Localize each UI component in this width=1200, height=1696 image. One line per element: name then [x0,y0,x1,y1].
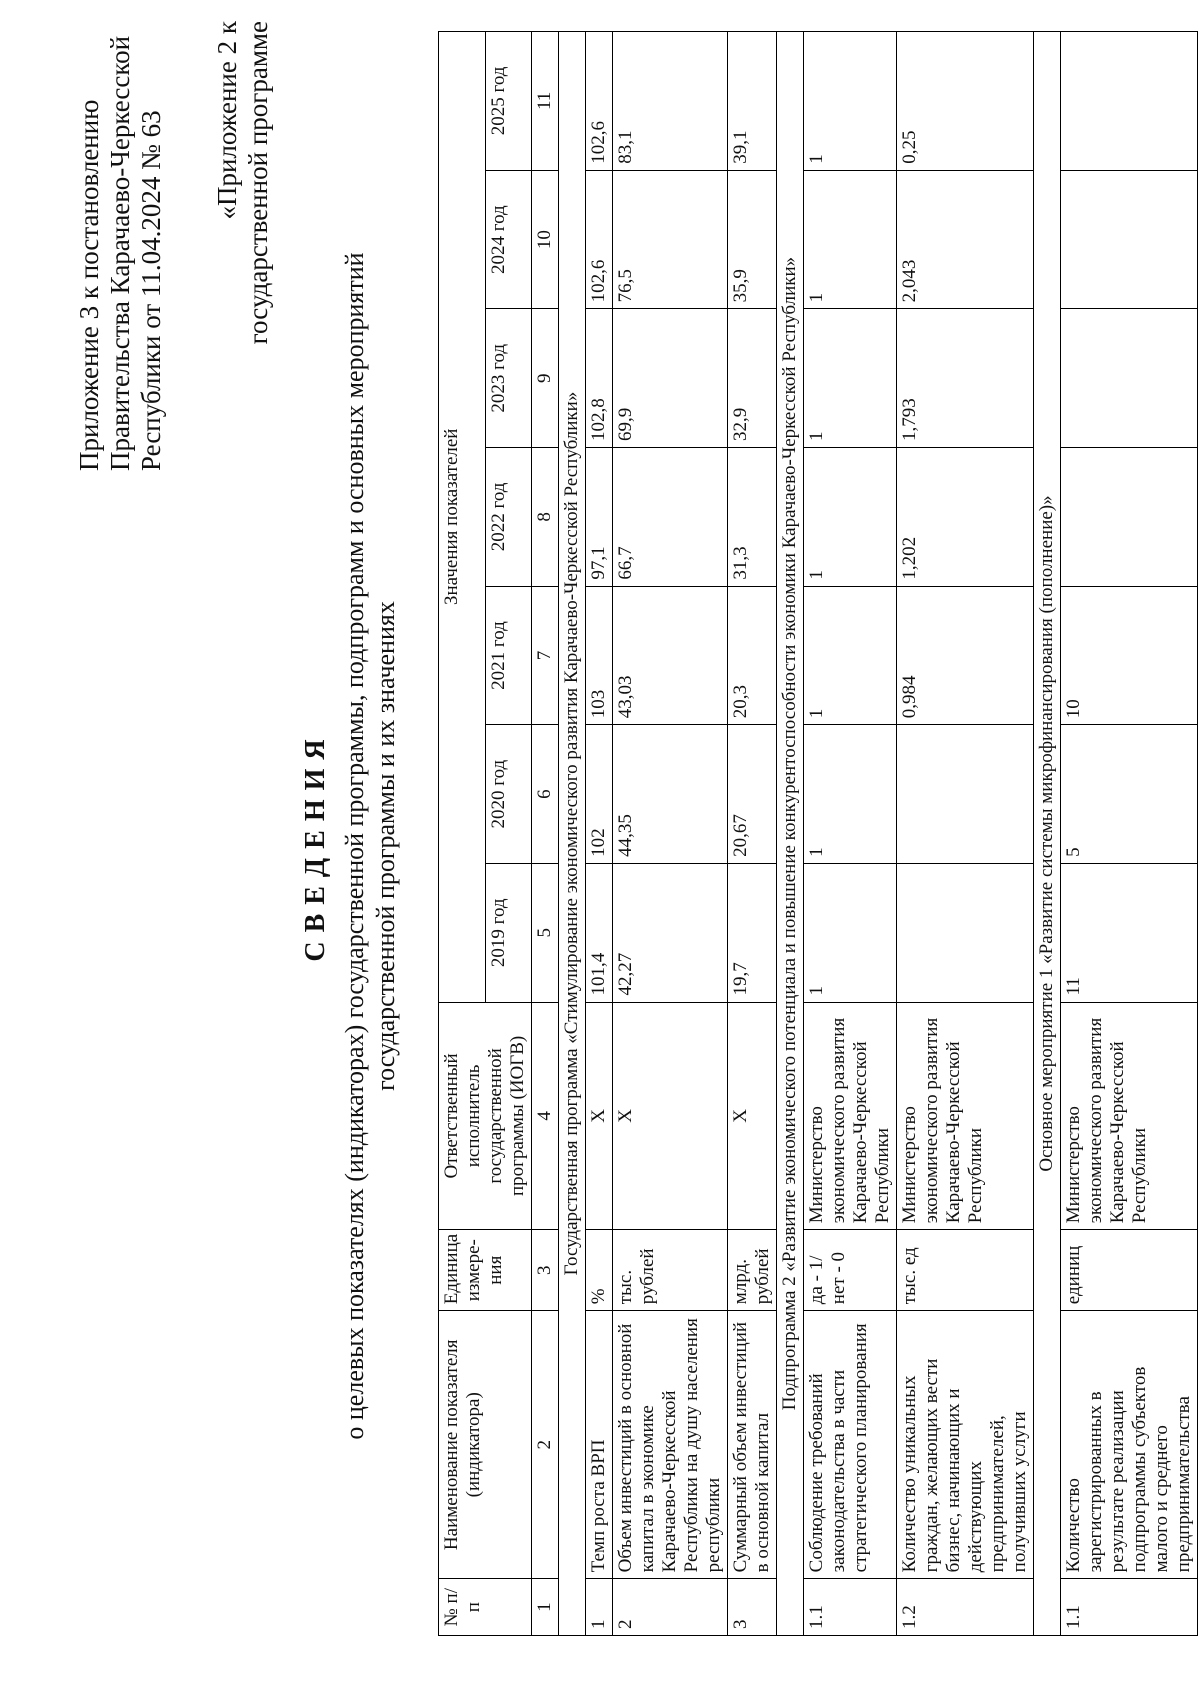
row-value: 5 [1061,725,1198,864]
row-value: 2,043 [897,170,1034,309]
row-unit: тыс. ед [897,1230,1034,1311]
row-name: Суммарный объем инвестиций в основной капитал [728,1311,777,1579]
row-value: 1 [804,725,897,864]
row-unit: да - 1/ нет - 0 [804,1230,897,1311]
row-name: Соблюдение требований законодательства в части стратегического планирования [804,1311,897,1579]
approval-line: Республики от 11.04.2024 № 63 [136,110,166,471]
row-value: 1 [804,32,897,171]
header-values: Значения показателей [439,32,486,1003]
row-value: 1 [804,170,897,309]
row-num: 3 [728,1579,777,1636]
document-subtitle: государственной программы и их значениях [371,601,400,1091]
document-title: СВЕДЕНИЯ [300,730,331,962]
column-number: 10 [532,170,559,309]
row-value: 0,25 [897,32,1034,171]
row-value: 102 [586,725,613,864]
row-value: 20,3 [728,586,777,725]
row-value: 102,6 [586,32,613,171]
header-name: Наименование показателя (индикатора) [439,1311,532,1579]
approval-line: Приложение 3 к постановлению [74,99,104,471]
row-value: 1 [804,863,897,1002]
header-unit: Единица измере-ния [439,1230,532,1311]
row-unit: % [586,1230,613,1311]
section-title: Государственная программа «Стимулирование экономического развития Карачаево-Черкесской Республики» [559,32,586,1636]
row-value: 1 [804,309,897,448]
row-value [897,863,1034,1002]
row-value: 44,35 [613,725,728,864]
row-value: 20,67 [728,725,777,864]
header-year: 2022 год [485,448,532,587]
column-number: 7 [532,586,559,725]
document-title-block [300,146,401,1546]
header-year: 2019 год [485,863,532,1002]
appendix-reference [212,21,274,421]
appendix-line: «Приложение 2 к [212,21,242,220]
row-value [1061,448,1198,587]
column-number: 2 [532,1311,559,1579]
row-value: 83,1 [613,32,728,171]
row-value: 11 [1061,863,1198,1002]
header-year: 2024 год [485,170,532,309]
header-num: № п/п [439,1579,532,1636]
table-row [613,32,728,1636]
column-number: 6 [532,725,559,864]
row-value [1061,170,1198,309]
row-value: 102,8 [586,309,613,448]
row-value: 42,27 [613,863,728,1002]
row-value: 69,9 [613,309,728,448]
section-header-row [1034,32,1061,1636]
row-value [897,725,1034,864]
row-num: 1.2 [897,1579,1034,1636]
section-title: Основное мероприятие 1 «Развитие системы микрофинансирования (пополнение)» [1034,32,1061,1636]
row-value: 101,4 [586,863,613,1002]
row-executor: Министерство экономического развития Карачаево-Черкесской Республики [1061,1002,1198,1230]
row-value: 76,5 [613,170,728,309]
row-value: 97,1 [586,448,613,587]
header-year: 2025 год [485,32,532,171]
row-value: 1,793 [897,309,1034,448]
row-num: 1.1 [804,1579,897,1636]
indicators-table [438,31,1198,1636]
row-value: 19,7 [728,863,777,1002]
column-number: 11 [532,32,559,171]
row-unit: тыс. рублей [613,1230,728,1311]
row-value: 0,984 [897,586,1034,725]
row-name: Темп роста ВРП [586,1311,613,1579]
section-header-row [559,32,586,1636]
row-value: 1 [804,448,897,587]
row-value: 32,9 [728,309,777,448]
row-value: 103 [586,586,613,725]
column-number: 1 [532,1579,559,1636]
row-value: 1,202 [897,448,1034,587]
column-number: 4 [532,1002,559,1230]
column-number: 9 [532,309,559,448]
row-executor: Министерство экономического развития Карачаево-Черкесской Республики [897,1002,1034,1230]
row-name: Количество уникальных граждан, желающих вести бизнес, начинающих и действующих предпринимателей, получивших услуги [897,1311,1034,1579]
row-executor: Х [613,1002,728,1230]
row-value: 102,6 [586,170,613,309]
row-name: Количество зарегистрированных в результате реализации подпрограммы субъектов малого и среднего предпринимательства [1061,1311,1198,1579]
appendix-line: государственной программе [243,21,273,345]
header-year: 2023 год [485,309,532,448]
row-num: 1.1 [1061,1579,1198,1636]
approval-stamp-text [74,31,167,471]
document-subtitle: о целевых показателях (индикаторах) государственной программы, подпрограмм и основных мероприятий [340,252,369,1440]
table-row [586,32,613,1636]
row-name: Объем инвестиций в основной капитал в экономике Карачаево-Черкесской Республики на душу населения республики [613,1311,728,1579]
column-number: 8 [532,448,559,587]
header-year: 2020 год [485,725,532,864]
table-row [1061,32,1198,1636]
row-value: 43,03 [613,586,728,725]
row-num: 2 [613,1579,728,1636]
column-number: 5 [532,863,559,1002]
row-executor: Министерство экономического развития Карачаево-Черкесской Республики [804,1002,897,1230]
row-value: 66,7 [613,448,728,587]
row-value: 39,1 [728,32,777,171]
header-row [439,32,486,1636]
row-value: 10 [1061,586,1198,725]
row-value [1061,309,1198,448]
header-executor: Ответственный исполнитель государственной программы (ИОГВ) [439,1002,532,1230]
row-unit: млрд. рублей [728,1230,777,1311]
section-title: Подпрограмма 2 «Развитие экономического потенциала и повышение конкурентоспособности экономики Карачаево-Черкесской Республики» [777,32,804,1636]
row-value: 35,9 [728,170,777,309]
table-row [804,32,897,1636]
row-unit: единиц [1061,1230,1198,1311]
approval-line: Правительства Карачаево-Черкесской [105,35,135,471]
row-value: 1 [804,586,897,725]
row-executor: Х [586,1002,613,1230]
header-year: 2021 год [485,586,532,725]
row-value: 31,3 [728,448,777,587]
section-header-row [777,32,804,1636]
row-executor: Х [728,1002,777,1230]
row-value [1061,32,1198,171]
row-num: 1 [586,1579,613,1636]
table-row [897,32,1034,1636]
column-number: 3 [532,1230,559,1311]
column-number-row [532,32,559,1636]
table-row [728,32,777,1636]
